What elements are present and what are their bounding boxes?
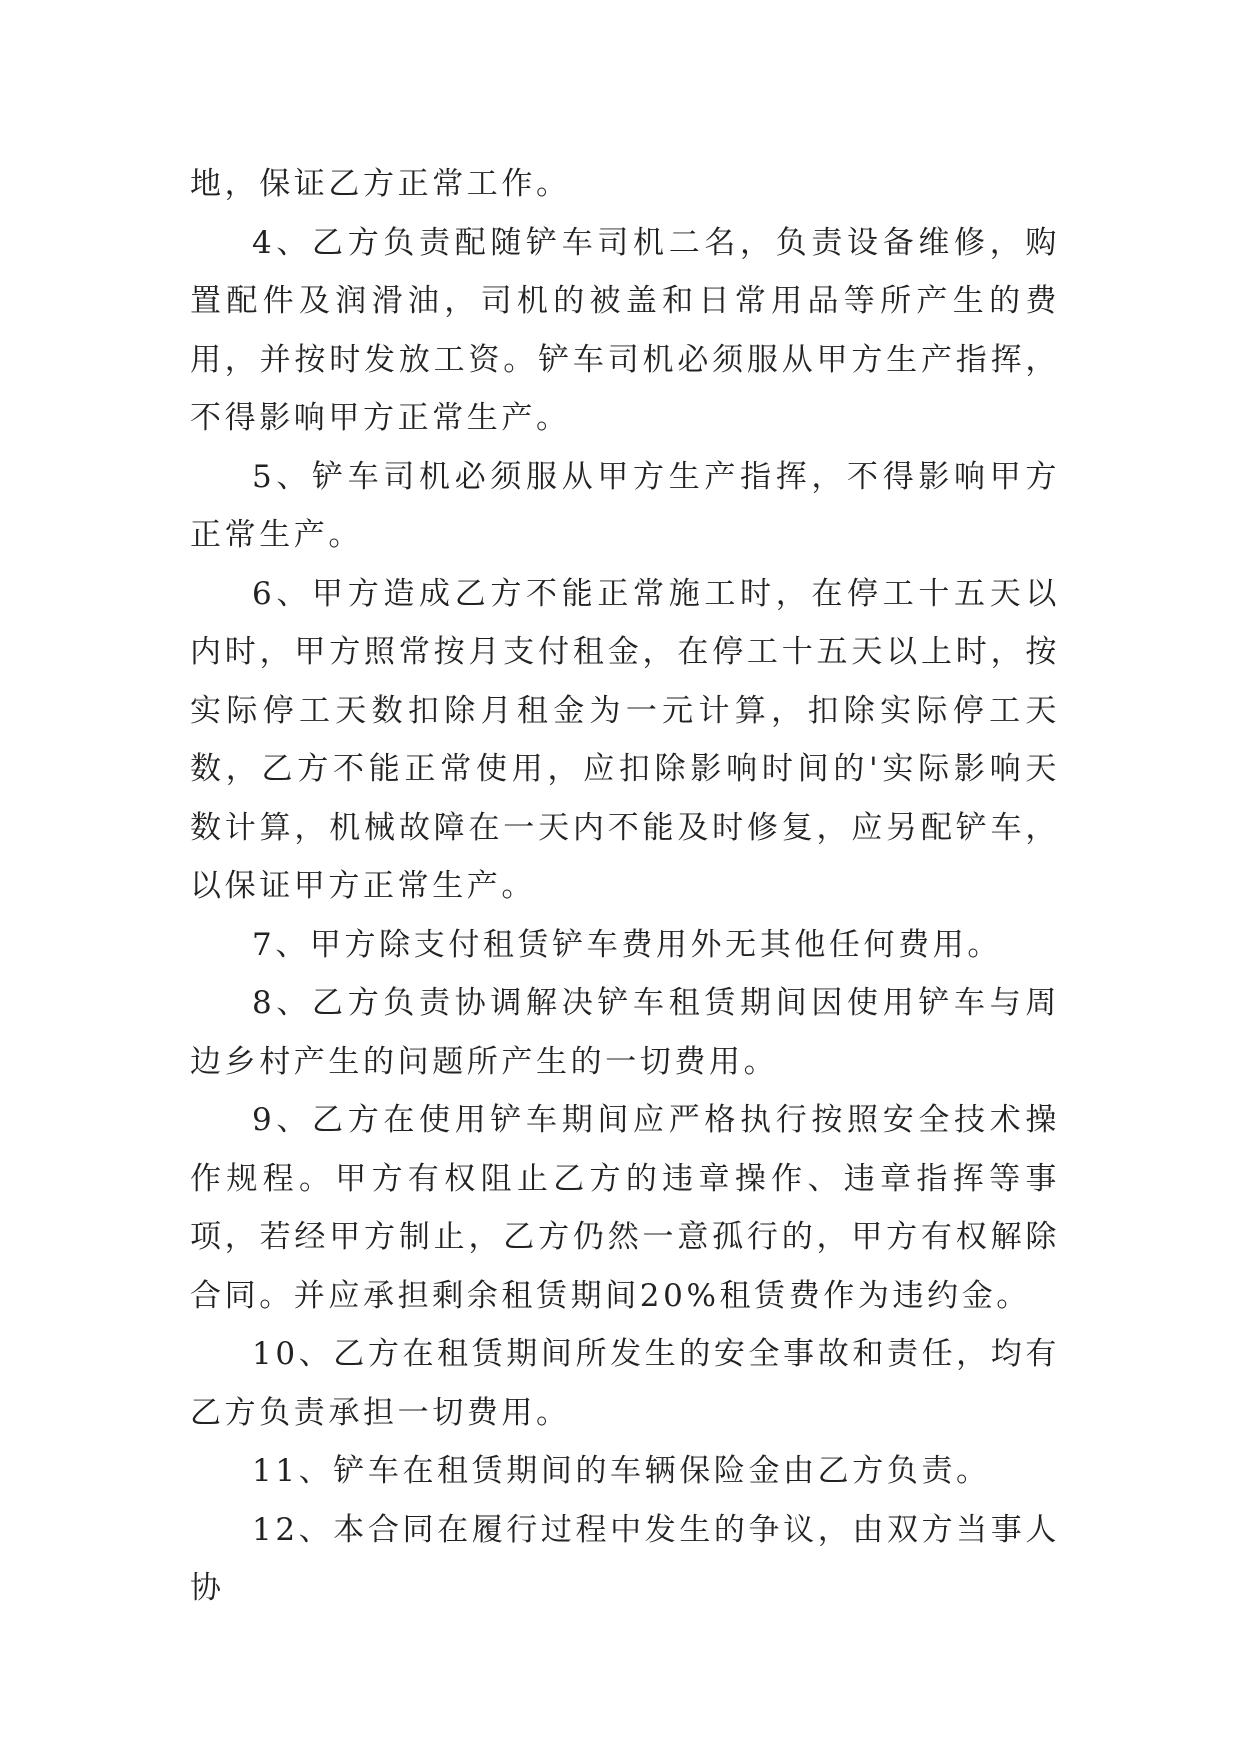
clause-12: 12、本合同在履行过程中发生的争议，由双方当事人协 (190, 1511, 1060, 1606)
clause-10: 10、乙方在租赁期间所发生的安全事故和责任，均有乙方负责承担一切费用。 (190, 1336, 1060, 1431)
clause-7: 7、甲方除支付租赁铲车费用外无其他任何费用。 (252, 926, 1002, 963)
paragraph-continuation: 地，保证乙方正常工作。 (190, 166, 571, 202)
clause-6: 6、甲方造成乙方不能正常施工时，在停工十五天以内时，甲方照常按月支付租金，在停工十五天以上时，按实际停工天数扣除月租金为一元计算，扣除实际停工天数，乙方不能正常使用，应扣除影响时间的'实际影响天数计算，机械故障在一天内不能及时修复，应另配铲车，以保证甲方正常生产。 (190, 575, 1060, 904)
clause-11: 11、铲车在租赁期间的车辆保险金由乙方负责。 (252, 1453, 991, 1489)
document-body (190, 155, 1060, 1618)
clause-9: 9、乙方在使用铲车期间应严格执行按照安全技术操作规程。甲方有权阻止乙方的违章操作、违章指挥等事项，若经甲方制止，乙方仍然一意孤行的，甲方有权解除合同。并应承担剩余租赁期间20%租赁费作为违约金。 (190, 1102, 1060, 1314)
clause-8: 8、乙方负责协调解决铲车租赁期间因使用铲车与周边乡村产生的问题所产生的一切费用。 (190, 985, 1060, 1080)
clause-5: 5、铲车司机必须服从甲方生产指挥，不得影响甲方正常生产。 (190, 458, 1060, 553)
clause-4: 4、乙方负责配随铲车司机二名，负责设备维修，购置配件及润滑油，司机的被盖和日常用品等所产生的费用，并按时发放工资。铲车司机必须服从甲方生产指挥，不得影响甲方正常生产。 (190, 224, 1060, 436)
